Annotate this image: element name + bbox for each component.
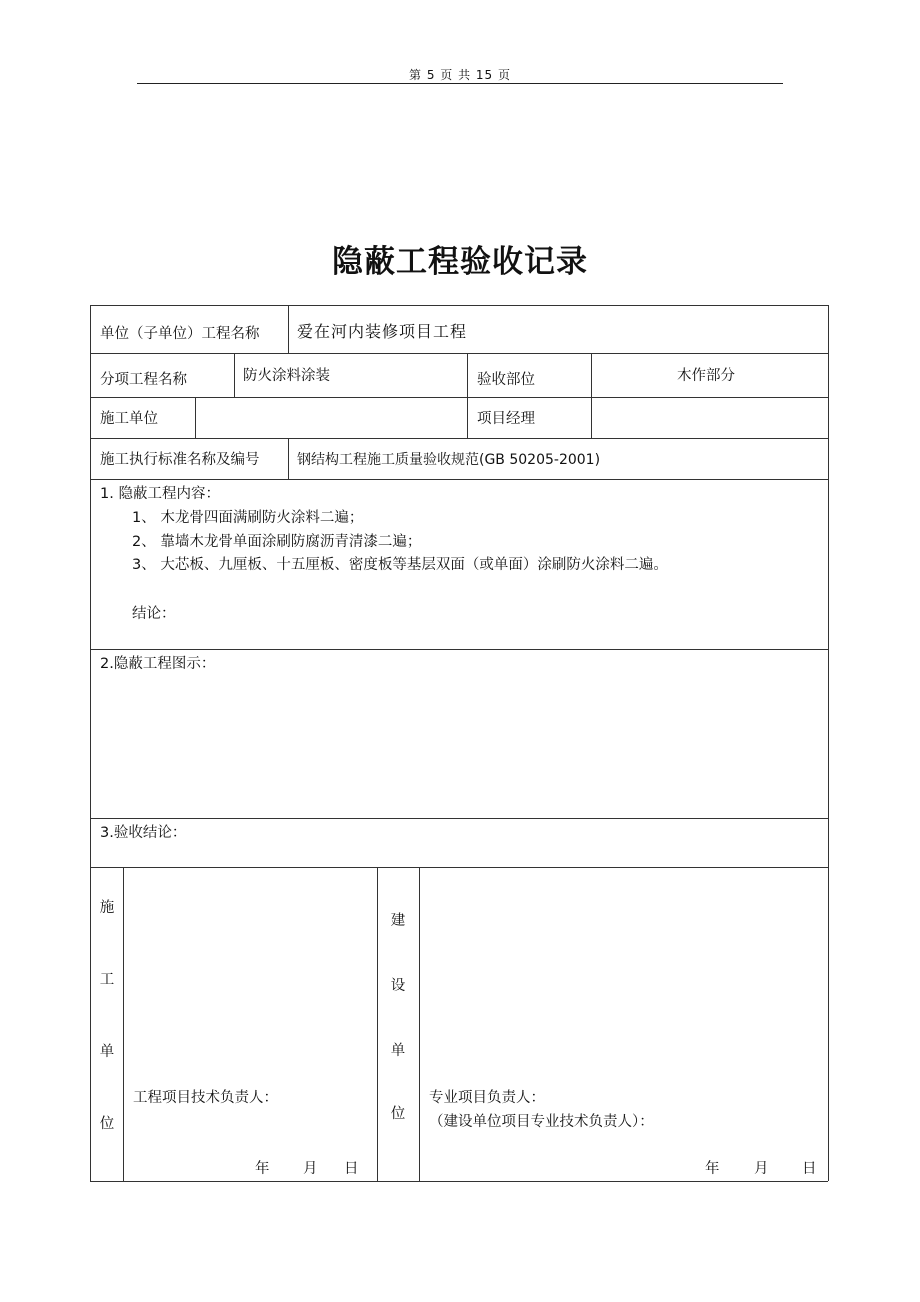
vertical-char: 位	[390, 1106, 406, 1122]
contractor-label: 施工单位	[100, 411, 158, 427]
col-divider	[419, 867, 420, 1181]
row-divider	[90, 397, 828, 398]
row-divider	[90, 438, 828, 439]
col-divider	[195, 397, 196, 438]
standard-label: 施工执行标准名称及编号	[100, 452, 260, 468]
row-divider	[90, 479, 828, 480]
col-divider	[467, 353, 468, 438]
technical-lead-label: 工程项目技术负责人：	[133, 1090, 278, 1106]
date-day: 日	[344, 1161, 359, 1177]
row-divider	[90, 649, 828, 650]
content-item-3: 3、 大芯板、九厘板、十五厘板、密度板等基层双面（或单面）涂刷防火涂料二遍。	[132, 557, 668, 573]
col-divider	[288, 305, 289, 353]
header-divider	[137, 83, 783, 84]
hidden-work-content-heading: 1. 隐蔽工程内容：	[100, 486, 220, 502]
page-indicator: 第 5 页 共 15 页	[409, 68, 511, 82]
table-border-left	[90, 305, 91, 1181]
project-name-value: 爱在河内装修项目工程	[297, 322, 468, 341]
row-divider	[90, 867, 828, 868]
content-item-1: 1、 木龙骨四面满刷防火涂料二遍；	[132, 510, 364, 526]
table-border-bottom	[90, 1181, 828, 1182]
date-month: 月	[303, 1161, 318, 1177]
table-border-right	[828, 305, 829, 1181]
date-day: 日	[802, 1161, 817, 1177]
vertical-char: 设	[390, 978, 406, 994]
subproject-value: 防火涂料涂装	[243, 368, 330, 384]
col-divider	[234, 353, 235, 397]
inspection-part-value: 木作部分	[677, 368, 735, 384]
row-divider	[90, 353, 828, 354]
subproject-label: 分项工程名称	[100, 372, 187, 388]
vertical-char: 单	[99, 1044, 115, 1060]
professional-lead-note: （建设单位项目专业技术负责人）：	[429, 1114, 654, 1130]
table-border-top	[90, 305, 828, 306]
col-divider	[123, 867, 124, 1181]
vertical-char: 位	[99, 1116, 115, 1132]
professional-lead-label: 专业项目负责人：	[429, 1090, 545, 1106]
document-title: 隐蔽工程验收记录	[332, 244, 588, 280]
content-item-2: 2、 靠墙木龙骨单面涂刷防腐沥青清漆二遍；	[132, 534, 422, 550]
col-divider	[591, 353, 592, 438]
date-month: 月	[754, 1161, 769, 1177]
project-name-label: 单位（子单位）工程名称	[100, 326, 260, 342]
vertical-char: 工	[99, 972, 115, 988]
date-year: 年	[255, 1161, 270, 1177]
date-year: 年	[705, 1161, 720, 1177]
acceptance-conclusion-heading: 3.验收结论：	[100, 825, 187, 841]
vertical-char: 单	[390, 1043, 406, 1059]
vertical-char: 建	[390, 913, 406, 929]
col-divider	[377, 867, 378, 1181]
row-divider	[90, 818, 828, 819]
project-manager-label: 项目经理	[477, 411, 535, 427]
standard-value: 钢结构工程施工质量验收规范(GB 50205-2001)	[297, 452, 601, 468]
vertical-char: 施	[99, 900, 115, 916]
col-divider	[288, 438, 289, 479]
conclusion-label: 结论：	[132, 606, 176, 622]
inspection-part-label: 验收部位	[477, 372, 535, 388]
diagram-heading: 2.隐蔽工程图示：	[100, 656, 216, 672]
